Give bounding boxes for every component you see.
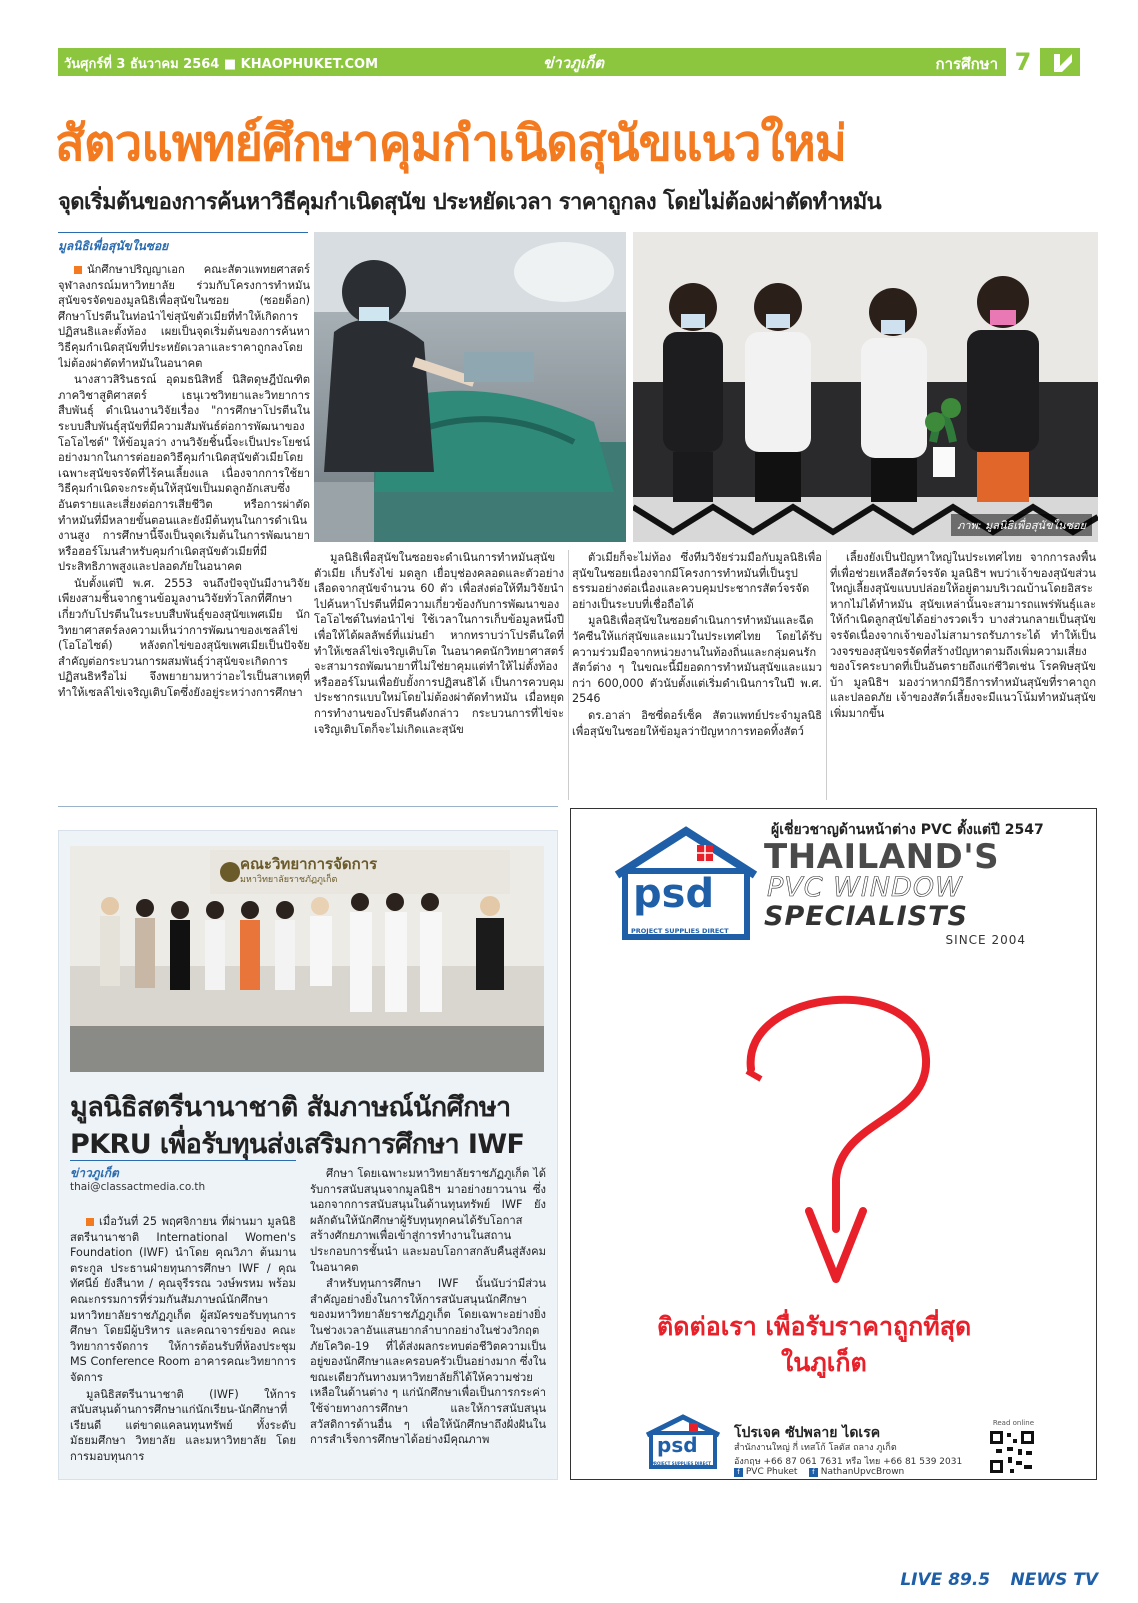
banner-faculty: คณะวิทยาการจัดการ (240, 855, 378, 873)
byline-rule (58, 232, 308, 233)
article2-column-2: ศึกษา โดยเฉพาะมหาวิทยาลัยราชภัฏภูเก็ต ได้รับการสนับสนุนจากมูลนิธิฯ มาอย่างยาวนาน ซึ่งนอกจากการสนับสนุนในด้านทุนทรัพย์ IWF ยังผลักดันให้นักศึกษาผู้รับทุนทุกคนได้รับโอกาสสร้างศักยภาพเพื่อเข้าสู่การทำงานในสถานประกอบการชั้นนำ และมอบโอกาสกลับคืนสู่สังคมในอนาคต สำหรับทุนการศึกษา IWF นั้นนับว่ามีส่วนสำคัญอย่างยิ่งในการให้การสนับสนุนนักศึกษาของมหาวิทยาลัยราชภัฏภูเก็ต โดยเฉพาะอย่างยิ่งในช่วงเวลาอันแสนยากลำบากอย่างในช่วงวิกฤตภัยโควิด-19 ที่ได้ส่งผลกระทบต่อชีวิตความเป็นอยู่ของนักศึกษาและครอบครัวเป็นอย่างมาก ซึ่งในขณะเดียวกันทางมหาวิทยาลัยก็ได้ให้ความช่วยเหลือในด้านต่าง ๆ แก่นักศึกษาเพื่อเป็นการกระค่าใช้จ่ายทางการศึกษา และให้การสนับสนุนสวัสดิการด้านอื่น ๆ เพื่อให้นักศึกษาถึงฝั่งฝันในการสำเร็จการศึกษาได้อย่างมีคุณภาพ (310, 1167, 546, 1447)
article1-column-3: ตัวเมียก็จะไม่ท้อง ซึ่งทีมวิจัยร่วมมือกับมูลนิธิเพื่อสุนัขในซอยเนื่องจากมีโครงการทำหมันที่เป็นรูปธรรมอย่างต่อเนื่องและควบคุมประชากรสัตว์จรจัดอย่างเป็นระบบที่เชื่อถือได้ มูลนิธิเพื่อสุนัขในซอยดำเนินการทำหมันและฉีดวัคซีนให้แก่สุนัขและแมวในประเทศไทย โดยได้รับความร่วมมือจากหน่วยงานในท้องถิ่นและกลุ่มคนรักสัตว์ต่าง ๆ ในขณะนี้มียอดการทำหมันสุนัขและแมวกว่า 600,000 ตัวนับตั้งแต่เริ่มดำเนินการในปี พ.ศ. 2546 ดร.อาล่า อิซซี่ดอร์เซ็ค สัตวแพทย์ประจำมูลนิธิเพื่อสุนัขในซอยให้ข้อมูลว่าปัญหาการทอดทิ้งสัตว์ (572, 551, 822, 738)
ad-company-phone: อังกฤษ +66 87 061 7631 หรือ ไทย +66 81 539 2031 (734, 1457, 963, 1467)
surgery-photo-illustration (314, 232, 626, 542)
article1-byline: มูลนิธิเพื่อสุนัขในซอย (58, 239, 169, 253)
page-number: 7 (1006, 48, 1040, 76)
ad-facebook-links: f PVC Phuket f NathanUpvcBrown (734, 1467, 904, 1477)
footer-logos (900, 1570, 1098, 1592)
footer-logo-newstv: NEWS TV (1010, 1570, 1098, 1590)
facebook-icon: f (809, 1468, 818, 1477)
ad-company-name: โปรเจค ซัปพลาย ไดเรค (734, 1425, 881, 1441)
ad-cta-line1: ติดต่อเรา เพื่อรับราคาถูกที่สุด (657, 1312, 972, 1341)
article2-column-1: เมื่อวันที่ 25 พฤศจิกายน ที่ผ่านมา มูลนิธิสตรีนานาชาติ International Women's Foundation (IWF) นำโดย คุณวิภา ต้นมาน ตระกูล ประธานฝ่ายทุนการศึกษา IWF / คุณทัศนีย์ ยังสืนาท / คุณจุรีรรณ วงษ์พรหม พร้อมคณะกรรมการที่ร่วมกันสัมภาษณ์นักศึกษามหาวิทยาลัยราชภัฏภูเก็ต ผู้สมัครขอรับทุนการศึกษา โดยมีผู้บริหาร และคณาจารย์ของ คณะวิทยาการจัดการ ให้การต้อนรับที่ห้องประชุม MS Conference Room อาคารคณะวิทยาการจัดการ มูลนิธิสตรีนานาชาติ (IWF) ให้การสนับสนุนด้านการศึกษาแก่นักเรียน-นักศึกษาที่เรียนดี แต่ขาดแคลนทุนทรัพย์ ทั้งระดับมัธยมศึกษา วิทยาลัย และมหาวิทยาลัย โดยการมอบทุนการ (70, 1215, 296, 1463)
article1-column-2: มูลนิธิเพื่อสุนัขในซอยจะดำเนินการทำหมันสุนัขตัวเมีย เก็บรังไข่ มดลูก เยื่อบุช่องคลอดและตัวอย่างเลือดจากสุนัขจำนวน 60 ตัว เพื่อส่งต่อให้ทีมวิจัยนำไปค้นหาโปรตีนที่มีความเกี่ยวข้องกับการพัฒนาของโอโอไซต์ในท่อนำไข่ ใช้เวลาในการเก็บข้อมูลหนึ่งปีเพื่อให้ได้ผลลัพธ์ที่แม่นยำ หากทราบว่าโปรตีนใดที่ทำให้เซลล์ไข่เจริญเติบโต ในอนาคตนักวิทยาศาสตร์จะสามารถพัฒนายาที่ไม่ใช่ยาคุมแต่ทำให้ไม่ตั้งท้องหรือฮอร์โมนเพื่อยับยั้งการปฏิสนธิได้ เป็นการควบคุมประชากรแบบใหม่โดยไม่ต้องผ่าตัดทำหมัน เมื่อหยุดการทำงานของโปรตีนดังกล่าว กระบวนการที่ไข่จะเจริญเติบโตก็จะไม่เกิดและสุนัข (314, 551, 564, 736)
header-bar (58, 48, 1080, 76)
footer-logo-live: LIVE 89.5 (900, 1570, 991, 1590)
ad-since: SINCE 2004 (945, 933, 1026, 947)
banner-university: มหาวิทยาลัยราชภัฏภูเก็ต (240, 875, 338, 885)
researchers-photo-illustration (633, 232, 1098, 542)
psd-logo-small-text: psd (657, 1433, 698, 1457)
issue-date: วันศุกร์ที่ 3 ธันวาคม 2564 ■ KHAOPHUKET.COM (64, 57, 379, 72)
ad-read-online: Read online (992, 1419, 1034, 1427)
qr-code-icon (988, 1429, 1036, 1475)
column-divider (568, 550, 569, 800)
ad-line-specialists: SPECIALISTS (764, 901, 968, 932)
ad-tagline-thai: ผู้เชี่ยวชาญด้านหน้าต่าง PVC ตั้งแต่ปี 2547 (771, 822, 1044, 838)
photo-surgery (314, 232, 626, 542)
article2-email: thai@classactmedia.co.th (70, 1181, 206, 1193)
photo-researchers (633, 232, 1098, 542)
byline-rule (70, 1160, 296, 1161)
corner-arrow-icon (1046, 48, 1080, 76)
question-mark-arrow-icon (721, 979, 951, 1289)
ad-line-pvc-window: PVC WINDOW (767, 872, 963, 903)
section-rule (58, 806, 558, 807)
psd-advertisement (570, 808, 1097, 1480)
article1-column-4: เลี้ยงยังเป็นปัญหาใหญ่ในประเทศไทย จากการลงพื้นที่เพื่อช่วยเหลือสัตว์จรจัด มูลนิธิฯ พบว่าเจ้าของสุนัขส่วนใหญ่เลี้ยงสุนัขแบบปล่อยให้อยู่ตามบริเวณบ้านโดยอิสระ หากไม่ได้ทำหมัน สุนัขเหล่านั้นจะสามารถแพร่พันธุ์และให้กำเนิดลูกสุนัขได้อย่างรวดเร็ว บางส่วนกลายเป็นสุนัขจรจัดเนื่องจากเจ้าของไม่สามารถรับภาระได้ ทำให้เป็นวงจรของสุนัขจรจัดที่สร้างปัญหาตามถึงเพิ่มความเสี่ยงของโรคระบาดที่เป็นอันตรายถึงแก่ชีวิตเช่น โรคพิษสุนัขบ้า มูลนิธิฯ มองว่าหากมีวิธีการทำหมันสุนัขที่ราคาถูกและปลอดภัย เจ้าของสัตว์เลี้ยงจะมีแนวโน้มทำหมันสุนัขเพิ่มมากขึ้น (830, 551, 1096, 720)
masthead-brand: ข่าวภูเก็ต (543, 54, 604, 72)
photo-caption: ภาพ: มูลนิธิเพื่อสุนัขในซอย (951, 514, 1092, 536)
article2-title-line1: มูลนิธิสตรีนานาชาติ สัมภาษณ์นักศึกษา (70, 1092, 511, 1123)
column-divider (826, 550, 827, 800)
ad-line-thailands: THAILAND'S (764, 837, 1000, 877)
bullet-icon (74, 266, 82, 274)
photo-iwf-group (70, 846, 544, 1072)
psd-logo-small-sub: PROJECT SUPPLIES DIRECT (651, 1461, 712, 1466)
ad-company-address: สำนักงานใหญ่ กี่ เทสโก้ โลตัส ถลาง ภูเก็ต (734, 1443, 897, 1453)
main-headline: สัตวแพทย์ศึกษาคุมกำเนิดสุนัขแนวใหม่ (55, 115, 847, 172)
article2-byline: ข่าวภูเก็ต (70, 1166, 119, 1180)
bullet-icon (86, 1218, 94, 1226)
section-name: การศึกษา (935, 55, 998, 73)
facebook-icon: f (734, 1468, 743, 1477)
main-subhead: จุดเริ่มต้นของการค้นหาวิธีคุมกำเนิดสุนัข ประหยัดเวลา ราคาถูกลง โดยไม่ต้องผ่าตัดทำหมัน (58, 190, 882, 215)
psd-logo-sub: PROJECT SUPPLIES DIRECT (631, 927, 729, 935)
article1-column-1: นักศึกษาปริญญาเอก คณะสัตวแพทยศาสตร์ จุฬาลงกรณ์มหาวิทยาลัย ร่วมกับโครงการทำหมันสุนัขจรจัดของมูลนิธิเพื่อสุนัขในซอย (ซอยด็อก) ศึกษาโปรตีนในท่อนำไข่สุนัขตัวเมียที่ทำให้เกิดการปฏิสนธิและตั้งท้อง เผยเป็นจุดเริ่มต้นของการค้นหาวิธีคุมกำเนิดสุนัขที่ประหยัดเวลาและราคาถูกลงโดยไม่ต้องผ่าตัดทำหมันในอนาคต นางสาวสิรินธรณ์ อุดมธนิสิทธิ์ นิสิตดุษฎีบัณฑิต ภาควิชาสูติศาสตร์ เธนุเวชวิทยาและวิทยาการสืบพันธุ์ ดำเนินงานวิจัยเรื่อง "การศึกษาโปรตีนในระบบสืบพันธุ์สุนัขที่มีความสัมพันธ์ต่อการพัฒนาของโอโอไซต์" ให้ข้อมูลว่า งานวิจัยชิ้นนี้จะเป็นประโยชน์อย่างมากในการต่อยอดวิธีคุมกำเนิดสุนัขตัวเมียโดยเฉพาะสุนัขจรจัดที่ไร้คนเลี้ยงแล เนื่องจากการใช้ยาวิธีคุมกำเนิดจะกระตุ้นให้สุนัขเป็นมดลูกอักเสบซึ่งอันตรายและเสี่ยงต่อการเสียชีวิต หรือการผ่าตัดทำหมันที่มีหลายขั้นตอนและยังมีต้นทุนในการดำเนินงานสูง การศึกษานี้จึงเป็นจุดเริ่มต้นในการพัฒนายาหรือฮอร์โมนสำหรับคุมกำเนิดสุนัขตัวเมียที่มีประสิทธิภาพสูงและปลอดภัยในอนาคต นับตั้งแต่ปี พ.ศ. 2553 จนถึงปัจจุบันมีงานวิจัยเพียงสามชิ้นจากฐานข้อมูลงานวิจัยทั่วโลกที่ศึกษาเกี่ยวกับโปรตีนในระบบสืบพันธุ์ของสุนัขเพศเมีย นักวิทยาศาสตร์ลงความเห็นว่าการพัฒนาของเซลล์ไข่ (โอโอไซต์) หลังตกไข่ของสุนัขเพศเมียเป็นปัจจัยสำคัญต่อกระบวนการผสมพันธุ์ว่าสุนัขจะเกิดการปฏิสนธิหรือไม่ จึงพยายามหาว่าอะไรเป็นสาเหตุที่ทำให้เซลล์ไข่เจริญเติบโตซึ่งยังอยู่ระหว่างการศึกษา (58, 263, 310, 700)
psd-logo-text: psd (633, 871, 715, 917)
article2-title-line2: PKRU เพื่อรับทุนส่งเสริมการศึกษา IWF (70, 1129, 525, 1160)
ad-cta-line2: ในภูเก็ต (781, 1348, 867, 1377)
